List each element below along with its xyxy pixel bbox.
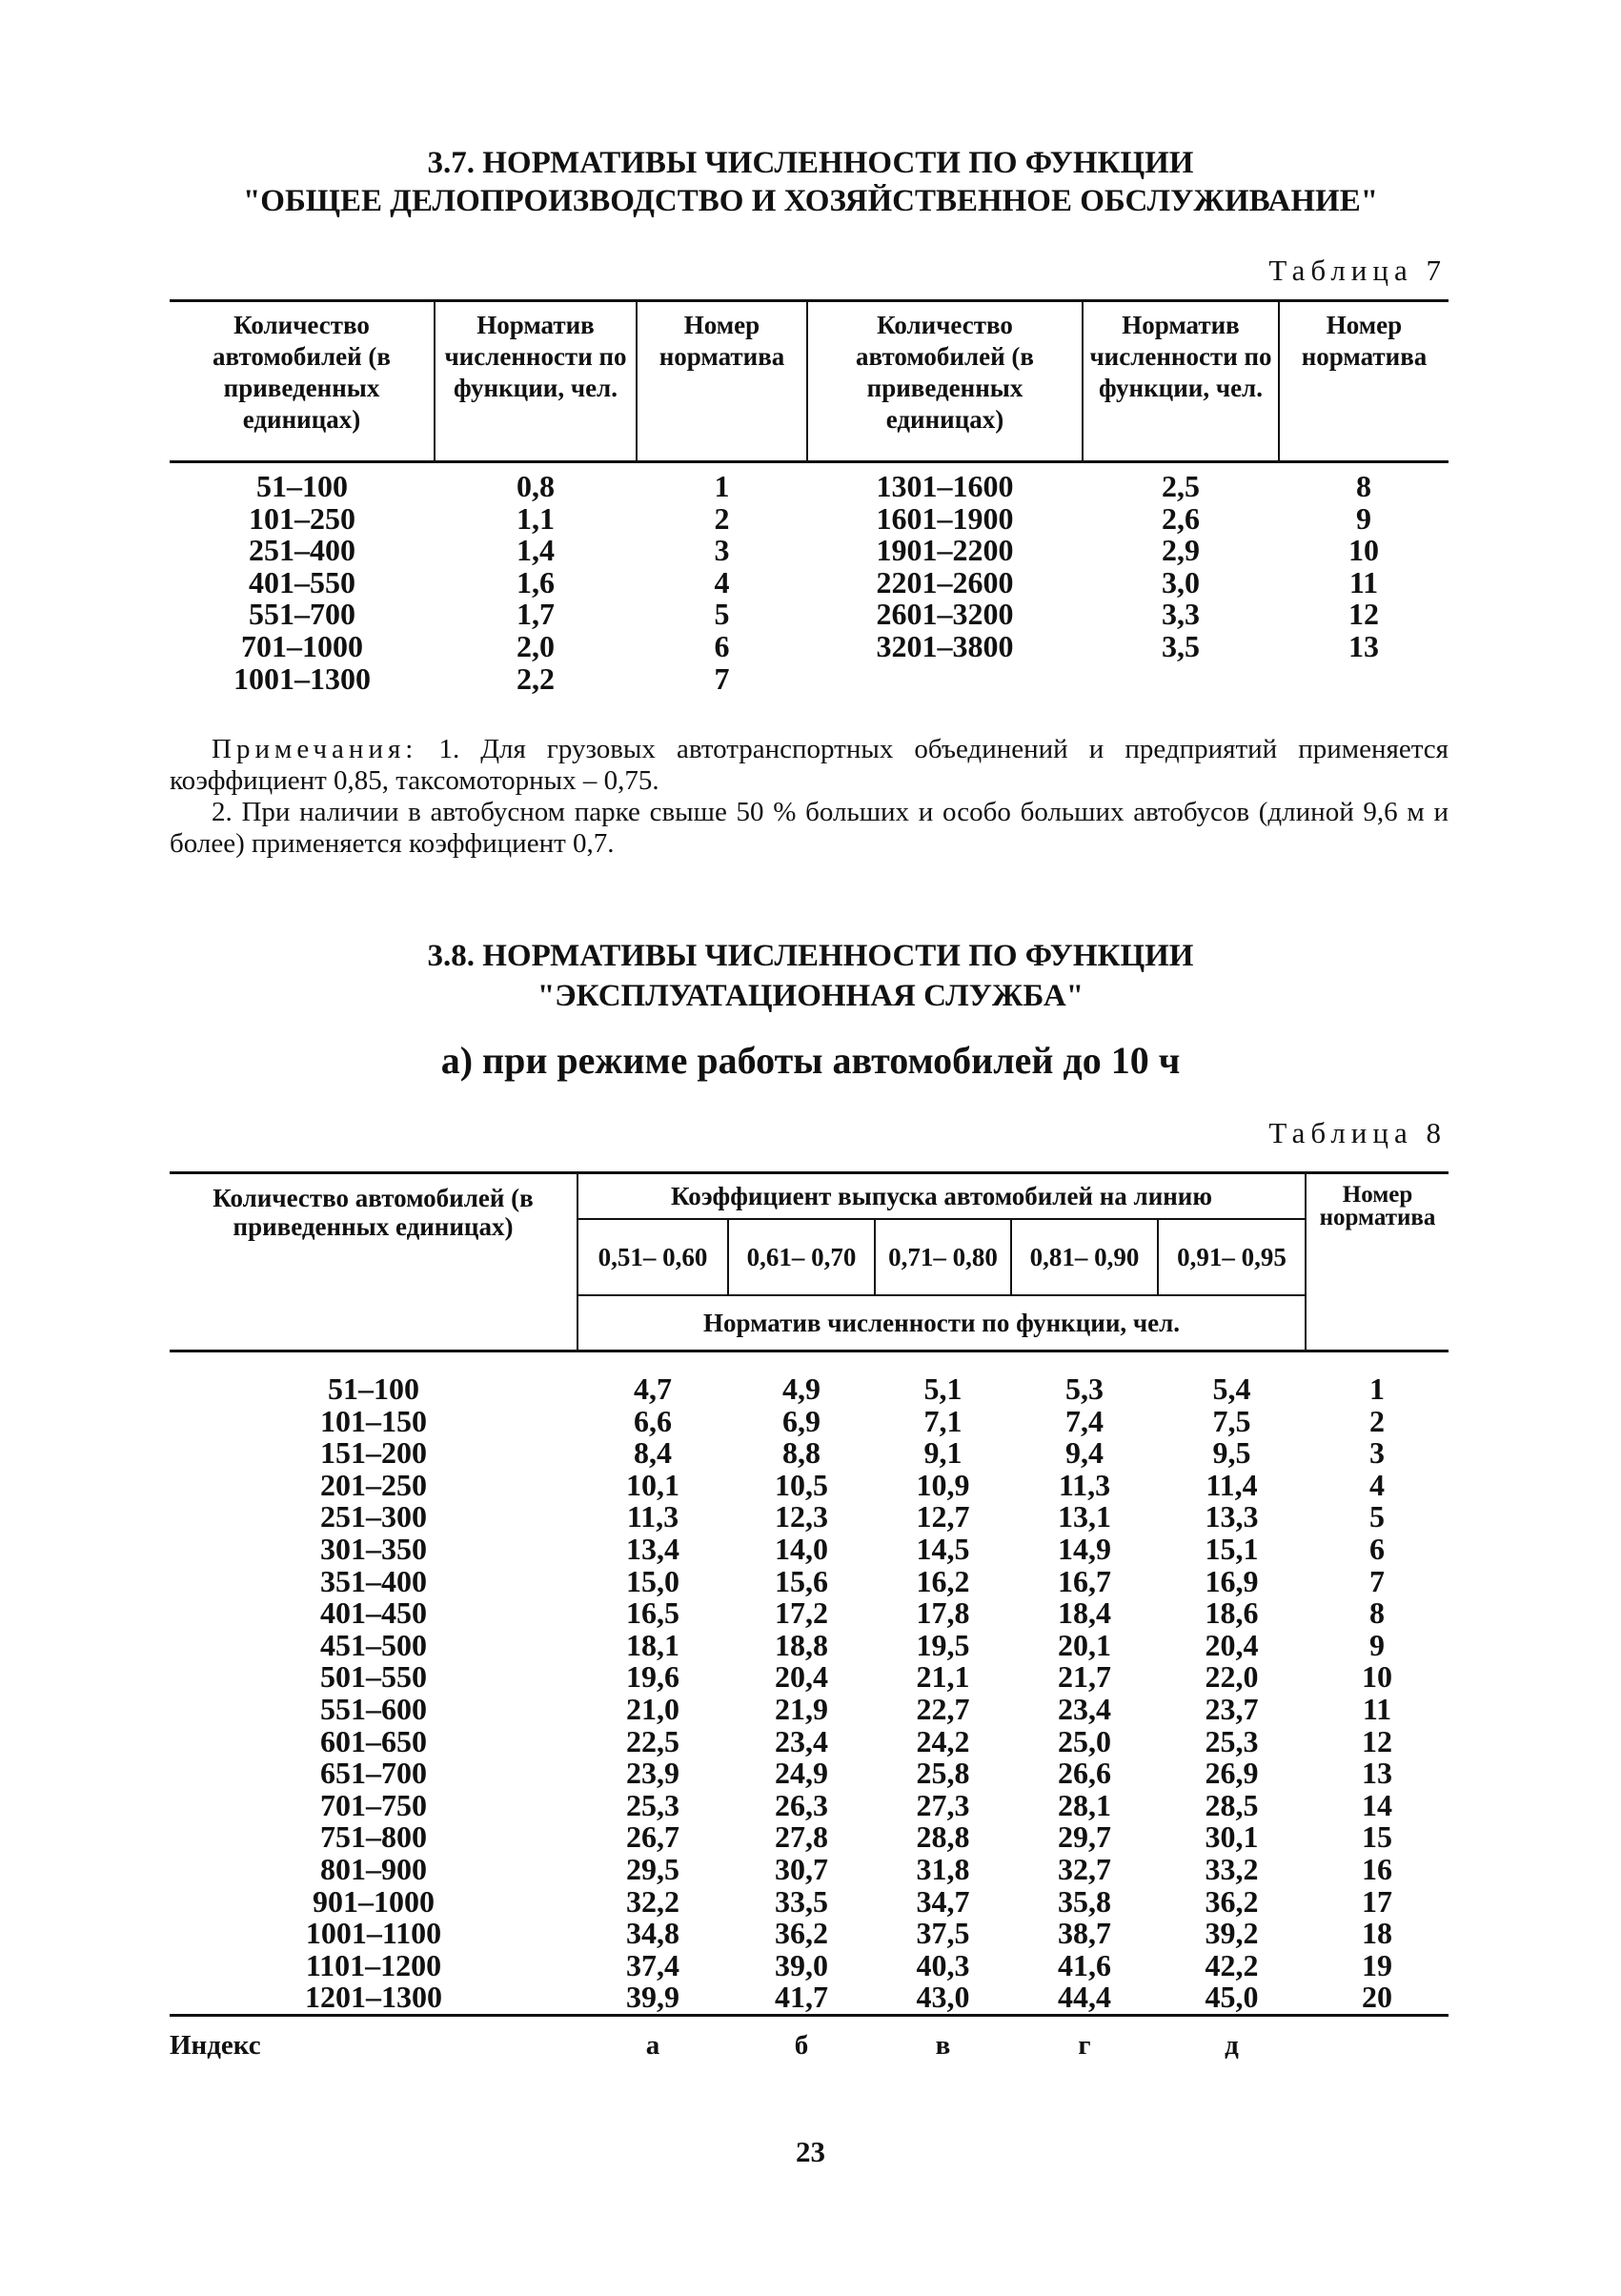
- table-cell: 11,4: [1206, 1467, 1258, 1502]
- table-row: [170, 599, 1449, 631]
- table-cell: 1001–1100: [305, 1916, 442, 1951]
- index-value: б: [728, 2015, 875, 2062]
- section-3-8-subtitle: а) при режиме работы автомобилей до 10 ч: [440, 1039, 1181, 1082]
- table-cell: 21,1: [916, 1659, 970, 1695]
- table-7-label: Таблица 7: [1268, 254, 1447, 287]
- table-cell: 26,9: [1205, 1756, 1259, 1791]
- table-cell: 1,1: [517, 500, 555, 536]
- index-empty: [1306, 2015, 1449, 2062]
- table-cell: 5,4: [1212, 1372, 1251, 1406]
- table-cell: 2601–3200: [876, 597, 1014, 632]
- section-3-8-title-line2: "ЭКСПЛУАТАЦИОННАЯ СЛУЖБА": [537, 979, 1084, 1013]
- table-cell: 16,5: [626, 1595, 679, 1631]
- table-cell: 3: [714, 533, 730, 568]
- table-cell: 5,3: [1065, 1372, 1104, 1406]
- table-cell: 17,8: [916, 1595, 970, 1631]
- table-cell: 101–150: [320, 1403, 427, 1438]
- table-cell: 1901–2200: [876, 533, 1014, 568]
- table-cell: 101–250: [249, 500, 355, 536]
- table-cell: 5: [714, 597, 730, 632]
- table-cell: 12: [1362, 1723, 1392, 1758]
- table-cell: 9: [1356, 500, 1371, 536]
- index-label: Индекс: [170, 2015, 577, 2062]
- section-3-8-title-line1: 3.8. НОРМАТИВЫ ЧИСЛЕННОСТИ ПО ФУНКЦИИ: [427, 939, 1194, 973]
- table-cell: 44,4: [1058, 1980, 1111, 2015]
- section-3-7-title-line2: "ОБЩЕЕ ДЕЛОПРОИЗВОДСТВО И ХОЗЯЙСТВЕННОЕ ОБСЛУЖИВАНИЕ": [242, 184, 1379, 218]
- table-row: [170, 1470, 1449, 1502]
- table-cell: 27,3: [916, 1787, 970, 1822]
- table-cell: 12: [1348, 597, 1379, 632]
- table-cell: 40,3: [916, 1947, 970, 1982]
- table-cell: 3: [1369, 1435, 1385, 1471]
- table-cell: 15,1: [1205, 1531, 1259, 1566]
- table-cell: 39,2: [1205, 1916, 1259, 1951]
- table-row: [170, 1918, 1449, 1950]
- table-cell: 25,8: [916, 1756, 970, 1791]
- table-cell: 9,1: [923, 1435, 962, 1471]
- table-cell: 19,6: [626, 1659, 679, 1695]
- table-cell: 22,5: [626, 1723, 679, 1758]
- table-cell: 23,4: [775, 1723, 828, 1758]
- table-cell: 45,0: [1205, 1980, 1259, 2015]
- table-cell: 1001–1300: [233, 660, 371, 696]
- table-row: [170, 1437, 1449, 1470]
- table-cell: [1083, 663, 1279, 696]
- table-row: [170, 1981, 1449, 2015]
- table-row: [170, 1501, 1449, 1534]
- table-cell: 38,7: [1058, 1916, 1111, 1951]
- table-cell: 25,3: [1205, 1723, 1259, 1758]
- table-cell: 18,6: [1205, 1595, 1259, 1631]
- section-3-7-title-line1: 3.7. НОРМАТИВЫ ЧИСЛЕННОСТИ ПО ФУНКЦИИ: [427, 146, 1194, 180]
- table-cell: 17,2: [775, 1595, 828, 1631]
- table-cell: 6: [714, 628, 730, 663]
- table-cell: 34,8: [626, 1916, 679, 1951]
- table-cell: 751–800: [320, 1819, 427, 1855]
- table-cell: 701–1000: [241, 628, 363, 663]
- table-cell: 37,4: [626, 1947, 679, 1982]
- table-cell: 301–350: [320, 1531, 427, 1566]
- table-cell: 501–550: [320, 1659, 427, 1695]
- table-row: [170, 1406, 1449, 1438]
- table-cell: 901–1000: [313, 1883, 435, 1919]
- table-cell: 151–200: [320, 1435, 427, 1471]
- table-cell: 2: [714, 500, 730, 536]
- table-cell: 6,6: [634, 1403, 672, 1438]
- table-cell: 3,3: [1162, 597, 1200, 632]
- table-row: [170, 1534, 1449, 1566]
- table-8-label: Таблица 8: [1268, 1116, 1447, 1149]
- table-cell: 11,3: [1058, 1467, 1111, 1502]
- table-cell: 39,9: [626, 1980, 679, 2015]
- index-value: г: [1011, 2015, 1158, 2062]
- table-row: [170, 1630, 1449, 1662]
- table-cell: 13,3: [1205, 1499, 1259, 1534]
- table-cell: 1: [714, 469, 730, 503]
- table-cell: 28,1: [1058, 1787, 1111, 1822]
- table-cell: 7: [1369, 1563, 1385, 1598]
- table-cell: 2: [1369, 1403, 1385, 1438]
- table-cell: 14,5: [916, 1531, 970, 1566]
- table-cell: 8: [1369, 1595, 1385, 1631]
- table-row: [170, 1854, 1449, 1886]
- table-cell: 801–900: [320, 1851, 427, 1886]
- table-row: [170, 1351, 1449, 1406]
- table-cell: 601–650: [320, 1723, 427, 1758]
- page-number: 23: [796, 2135, 825, 2168]
- coef-range-header: 0,51– 0,60: [577, 1219, 728, 1295]
- table-cell: 7,1: [923, 1403, 962, 1438]
- table-cell: 2,6: [1162, 500, 1200, 536]
- table-cell: 35,8: [1058, 1883, 1111, 1919]
- table-cell: 41,6: [1058, 1947, 1111, 1982]
- col-header: Количество автомобилей (в приведенных единицах): [170, 301, 435, 462]
- table-cell: 15,0: [626, 1563, 679, 1598]
- table-cell: [807, 663, 1083, 696]
- table-row: [170, 1661, 1449, 1694]
- table-cell: 21,9: [775, 1691, 828, 1726]
- table-cell: 1201–1300: [305, 1980, 442, 2015]
- table-cell: 551–700: [249, 597, 355, 632]
- table-7-notes: [170, 734, 1449, 860]
- table-cell: 6: [1369, 1531, 1385, 1566]
- coef-range-header: 0,61– 0,70: [728, 1219, 875, 1295]
- table-cell: 251–400: [249, 533, 355, 568]
- table-cell: 1101–1200: [305, 1947, 442, 1982]
- table-cell: 7,4: [1065, 1403, 1104, 1438]
- table-cell: 11: [1348, 564, 1379, 599]
- table-cell: 13,1: [1058, 1499, 1111, 1534]
- table-cell: 32,7: [1058, 1851, 1111, 1886]
- note-2: 2. При наличии в автобусном парке свыше 50 % больших и особо больших автобусов (длиной 9,6 м и более) применяется коэффициент 0,7.: [170, 797, 1449, 859]
- table-cell: 2201–2600: [876, 564, 1014, 599]
- index-value: д: [1158, 2015, 1306, 2062]
- table-cell: 23,4: [1058, 1691, 1111, 1726]
- table-cell: 10,9: [916, 1467, 970, 1502]
- table-cell: 33,5: [775, 1883, 828, 1919]
- table-cell: 18,8: [775, 1627, 828, 1662]
- table-row: [170, 1597, 1449, 1630]
- table-cell: 401–450: [320, 1595, 427, 1631]
- table-cell: 4: [714, 564, 730, 599]
- table-row: [170, 1886, 1449, 1919]
- table-cell: 10: [1362, 1659, 1392, 1695]
- table-row: [170, 1758, 1449, 1790]
- table-cell: 4,9: [782, 1372, 821, 1406]
- table-cell: 7,5: [1212, 1403, 1251, 1438]
- table-cell: 0,8: [517, 469, 555, 503]
- table-row: [170, 503, 1449, 536]
- table-cell: 16,9: [1205, 1563, 1259, 1598]
- table-cell: 251–300: [320, 1499, 427, 1534]
- table-cell: 25,0: [1058, 1723, 1111, 1758]
- col-header: Норматив численности по функции, чел.: [435, 301, 637, 462]
- table-cell: 28,5: [1205, 1787, 1259, 1822]
- table-cell: 4,7: [634, 1372, 672, 1406]
- table-cell: 2,0: [517, 628, 555, 663]
- table-cell: 36,2: [775, 1916, 828, 1951]
- col-header-coefficient: Коэффициент выпуска автомобилей на линию: [577, 1173, 1306, 1220]
- table-row: [170, 1790, 1449, 1822]
- table-cell: 22,7: [916, 1691, 970, 1726]
- table-cell: 8: [1356, 469, 1371, 503]
- table-cell: 9,4: [1065, 1435, 1104, 1471]
- table-8: [170, 1171, 1449, 2062]
- table-cell: 13: [1362, 1756, 1392, 1791]
- table-cell: 30,1: [1205, 1819, 1259, 1855]
- table-cell: 13: [1348, 628, 1379, 663]
- table-cell: 19: [1362, 1947, 1392, 1982]
- table-row: [170, 663, 1449, 696]
- table-cell: 12,7: [916, 1499, 970, 1534]
- table-cell: 20: [1362, 1980, 1392, 2015]
- table-cell: 551–600: [320, 1691, 427, 1726]
- index-value: а: [577, 2015, 728, 2062]
- table-cell: 36,2: [1205, 1883, 1259, 1919]
- table-row: [170, 462, 1449, 503]
- table-cell: 8,4: [634, 1435, 672, 1471]
- coef-range-header: 0,81– 0,90: [1011, 1219, 1158, 1295]
- table-cell: 29,7: [1058, 1819, 1111, 1855]
- table-cell: 26,7: [626, 1819, 679, 1855]
- notes-label: Примечания:: [212, 734, 418, 764]
- col-header-count: Количество автомобилей (в приведенных единицах): [170, 1173, 577, 1351]
- table-cell: 17: [1362, 1883, 1392, 1919]
- col-header: Номер норматива: [637, 301, 807, 462]
- table-cell: 42,2: [1205, 1947, 1259, 1982]
- table-cell: 16,2: [916, 1563, 970, 1598]
- table-cell: 651–700: [320, 1756, 427, 1791]
- table-cell: 21,7: [1058, 1659, 1111, 1695]
- table-row: [170, 631, 1449, 663]
- table-cell: 16,7: [1058, 1563, 1111, 1598]
- table-cell: 9: [1369, 1627, 1385, 1662]
- table-cell: 10,5: [775, 1467, 828, 1502]
- table-cell: 51–100: [256, 469, 348, 503]
- coef-range-header: 0,91– 0,95: [1158, 1219, 1306, 1295]
- table-cell: 15,6: [775, 1563, 828, 1598]
- col-header: Количество автомобилей (в приведенных единицах): [807, 301, 1083, 462]
- table-cell: 19,5: [916, 1627, 970, 1662]
- table-cell: 23,9: [626, 1756, 679, 1791]
- table-cell: 2,2: [517, 660, 555, 696]
- table-cell: 15: [1362, 1819, 1392, 1855]
- table-cell: 1601–1900: [876, 500, 1014, 536]
- table-cell: 3,0: [1162, 564, 1200, 599]
- table-cell: 2,9: [1162, 533, 1200, 568]
- table-cell: 20,4: [1205, 1627, 1259, 1662]
- table-cell: 30,7: [775, 1851, 828, 1886]
- table-cell: 51–100: [328, 1372, 419, 1406]
- note-1: 1. Для грузовых автотранспортных объединений и предприятий применяется коэффициент 0,85, таксомоторных – 0,75.: [170, 734, 1449, 796]
- table-cell: 37,5: [916, 1916, 970, 1951]
- table-row: [170, 1566, 1449, 1598]
- table-cell: 33,2: [1205, 1851, 1259, 1886]
- table-cell: 31,8: [916, 1851, 970, 1886]
- table-cell: 11: [1362, 1691, 1392, 1726]
- table-cell: 5,1: [923, 1372, 962, 1406]
- table-cell: 39,0: [775, 1947, 828, 1982]
- col-header-number: Номер норматива: [1306, 1173, 1449, 1351]
- table-cell: 18: [1362, 1916, 1392, 1951]
- table-cell: 2,5: [1162, 469, 1200, 503]
- table-cell: 1,4: [517, 533, 555, 568]
- table-cell: 201–250: [320, 1467, 427, 1502]
- table-cell: 32,2: [626, 1883, 679, 1919]
- table-cell: 23,7: [1205, 1691, 1259, 1726]
- table-cell: 43,0: [916, 1980, 970, 2015]
- table-cell: 7: [714, 660, 730, 696]
- table-cell: 1,7: [517, 597, 555, 632]
- table-cell: 26,6: [1058, 1756, 1111, 1791]
- table-cell: 401–550: [249, 564, 355, 599]
- col-header-norm: Норматив численности по функции, чел.: [577, 1295, 1306, 1351]
- table-cell: 25,3: [626, 1787, 679, 1822]
- table-cell: 29,5: [626, 1851, 679, 1886]
- table-cell: 3,5: [1162, 628, 1200, 663]
- table-row: [170, 567, 1449, 599]
- table-cell: 41,7: [775, 1980, 828, 2015]
- table-cell: 10: [1348, 533, 1379, 568]
- table-cell: 9,5: [1212, 1435, 1251, 1471]
- table-cell: 1,6: [517, 564, 555, 599]
- table-row: [170, 1694, 1449, 1726]
- table-cell: 8,8: [782, 1435, 821, 1471]
- table-cell: 14,9: [1058, 1531, 1111, 1566]
- table-cell: 16: [1362, 1851, 1392, 1886]
- table-row: [170, 535, 1449, 567]
- table-row: [170, 1950, 1449, 1982]
- table-cell: 24,2: [916, 1723, 970, 1758]
- table-cell: 4: [1369, 1467, 1385, 1502]
- table-cell: 34,7: [916, 1883, 970, 1919]
- table-cell: 18,4: [1058, 1595, 1111, 1631]
- table-cell: 28,8: [916, 1819, 970, 1855]
- table-cell: 6,9: [782, 1403, 821, 1438]
- table-cell: 10,1: [626, 1467, 679, 1502]
- table-cell: 18,1: [626, 1627, 679, 1662]
- table-cell: 451–500: [320, 1627, 427, 1662]
- table-7: [170, 299, 1449, 695]
- table-cell: 26,3: [775, 1787, 828, 1822]
- index-value: в: [875, 2015, 1011, 2062]
- table-cell: 14,0: [775, 1531, 828, 1566]
- table-cell: 20,4: [775, 1659, 828, 1695]
- table-cell: 13,4: [626, 1531, 679, 1566]
- table-cell: 20,1: [1058, 1627, 1111, 1662]
- table-cell: [1279, 663, 1449, 696]
- table-cell: 5: [1369, 1499, 1385, 1534]
- table-cell: 21,0: [626, 1691, 679, 1726]
- table-cell: 701–750: [320, 1787, 427, 1822]
- table-cell: 27,8: [775, 1819, 828, 1855]
- table-cell: 24,9: [775, 1756, 828, 1791]
- coef-range-header: 0,71– 0,80: [875, 1219, 1011, 1295]
- table-cell: 22,0: [1205, 1659, 1259, 1695]
- table-cell: 1301–1600: [876, 469, 1014, 503]
- col-header: Номер норматива: [1279, 301, 1449, 462]
- table-cell: 1: [1369, 1372, 1385, 1406]
- table-cell: 14: [1362, 1787, 1392, 1822]
- table-row: [170, 1726, 1449, 1758]
- table-cell: 11,3: [626, 1499, 679, 1534]
- table-cell: 351–400: [320, 1563, 427, 1598]
- col-header: Норматив численности по функции, чел.: [1083, 301, 1279, 462]
- table-cell: 3201–3800: [876, 628, 1014, 663]
- table-cell: 12,3: [775, 1499, 828, 1534]
- table-row: [170, 1821, 1449, 1854]
